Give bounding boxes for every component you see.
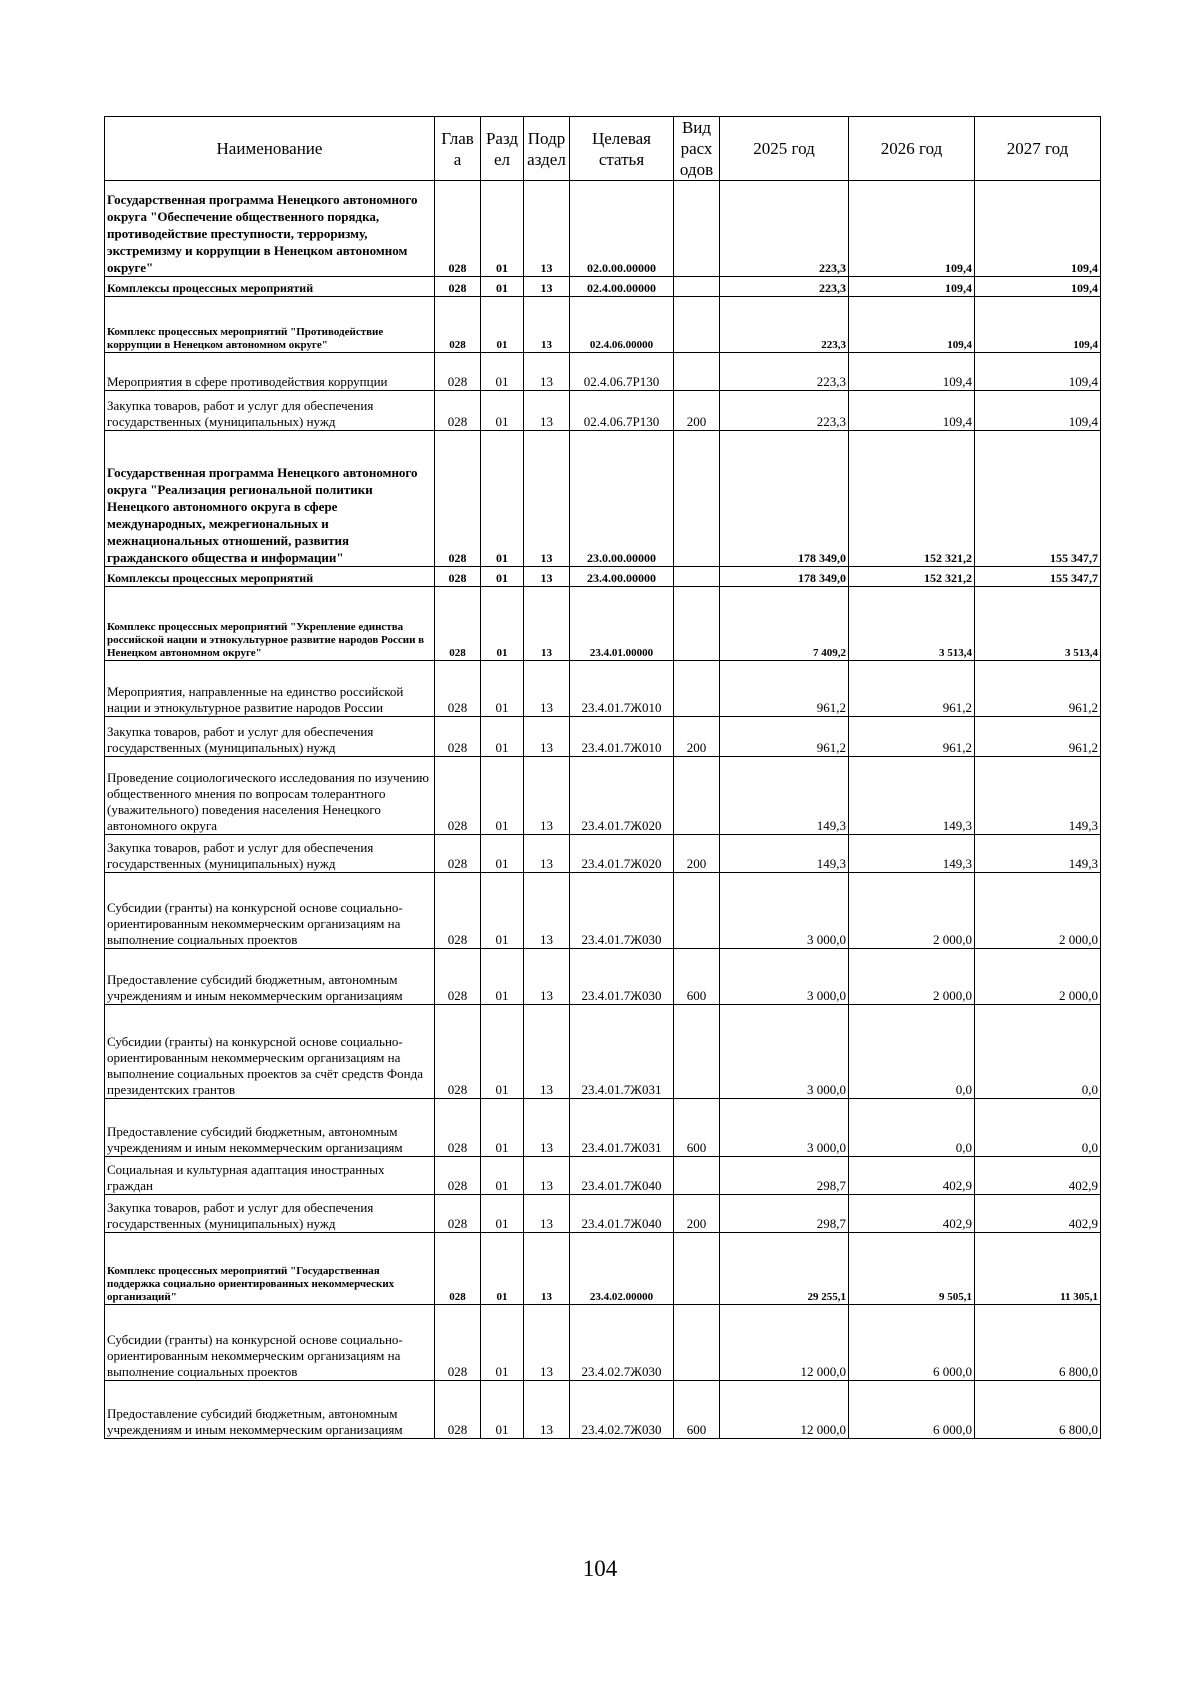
row-vid bbox=[674, 181, 720, 277]
table-row bbox=[105, 717, 1101, 757]
row-2025: 223,3 bbox=[720, 181, 849, 277]
row-name: Государственная программа Ненецкого автономного округа "Обеспечение общественного порядка, противодействие преступности, терроризму, экстремизму и коррупции в Ненецком автономном округе" bbox=[105, 181, 435, 277]
row-name: Предоставление субсидий бюджетным, автономным учреждениям и иным некоммерческим организациям bbox=[105, 1099, 435, 1157]
row-tselevaya: 02.4.00.00000 bbox=[570, 277, 674, 297]
row-vid bbox=[674, 1305, 720, 1381]
row-razdel: 01 bbox=[481, 717, 524, 757]
table-body bbox=[105, 181, 1101, 1439]
row-name: Комплекс процессных мероприятий "Государственная поддержка социально ориентированных некоммерческих организаций" bbox=[105, 1233, 435, 1305]
row-name: Мероприятия в сфере противодействия коррупции bbox=[105, 353, 435, 391]
row-2026: 109,4 bbox=[849, 353, 975, 391]
row-2027: 0,0 bbox=[975, 1005, 1101, 1099]
row-tselevaya: 23.4.02.00000 bbox=[570, 1233, 674, 1305]
row-tselevaya: 23.4.01.00000 bbox=[570, 587, 674, 661]
table-row bbox=[105, 1233, 1101, 1305]
row-razdel: 01 bbox=[481, 1233, 524, 1305]
row-vid bbox=[674, 873, 720, 949]
row-vid: 200 bbox=[674, 717, 720, 757]
row-vid bbox=[674, 1157, 720, 1195]
row-2026: 152 321,2 bbox=[849, 567, 975, 587]
row-razdel: 01 bbox=[481, 835, 524, 873]
row-name: Закупка товаров, работ и услуг для обеспечения государственных (муниципальных) нужд bbox=[105, 717, 435, 757]
header-2025: 2025 год bbox=[720, 117, 849, 181]
table-row bbox=[105, 277, 1101, 297]
row-2027: 2 000,0 bbox=[975, 873, 1101, 949]
row-2026: 6 000,0 bbox=[849, 1305, 975, 1381]
table-row bbox=[105, 1099, 1101, 1157]
row-name: Субсидии (гранты) на конкурсной основе социально-ориентированным некоммерческим организациям на выполнение социальных проектов bbox=[105, 1305, 435, 1381]
row-glava: 028 bbox=[435, 277, 481, 297]
row-tselevaya: 23.4.01.7Ж030 bbox=[570, 873, 674, 949]
row-2027: 149,3 bbox=[975, 835, 1101, 873]
row-podrazdel: 13 bbox=[524, 949, 570, 1005]
row-podrazdel: 13 bbox=[524, 567, 570, 587]
header-tselevaya: Целевая статья bbox=[570, 117, 674, 181]
header-2027: 2027 год bbox=[975, 117, 1101, 181]
table-row bbox=[105, 181, 1101, 277]
row-razdel: 01 bbox=[481, 1195, 524, 1233]
budget-sheet bbox=[104, 116, 1101, 1439]
row-podrazdel: 13 bbox=[524, 297, 570, 353]
row-2027: 109,4 bbox=[975, 277, 1101, 297]
row-razdel: 01 bbox=[481, 181, 524, 277]
row-2025: 12 000,0 bbox=[720, 1305, 849, 1381]
row-glava: 028 bbox=[435, 757, 481, 835]
budget-table bbox=[104, 116, 1101, 1439]
row-2025: 178 349,0 bbox=[720, 431, 849, 567]
row-razdel: 01 bbox=[481, 567, 524, 587]
row-glava: 028 bbox=[435, 717, 481, 757]
row-tselevaya: 23.4.02.7Ж030 bbox=[570, 1381, 674, 1439]
row-2025: 3 000,0 bbox=[720, 1099, 849, 1157]
row-podrazdel: 13 bbox=[524, 1005, 570, 1099]
row-name: Комплекс процессных мероприятий "Противодействие коррупции в Ненецком автономном округе" bbox=[105, 297, 435, 353]
row-2025: 12 000,0 bbox=[720, 1381, 849, 1439]
table-row bbox=[105, 835, 1101, 873]
row-2025: 149,3 bbox=[720, 835, 849, 873]
row-name: Закупка товаров, работ и услуг для обеспечения государственных (муниципальных) нужд bbox=[105, 835, 435, 873]
row-2027: 2 000,0 bbox=[975, 949, 1101, 1005]
row-2025: 223,3 bbox=[720, 353, 849, 391]
row-2027: 0,0 bbox=[975, 1099, 1101, 1157]
row-razdel: 01 bbox=[481, 587, 524, 661]
row-podrazdel: 13 bbox=[524, 873, 570, 949]
row-vid: 200 bbox=[674, 835, 720, 873]
row-2027: 3 513,4 bbox=[975, 587, 1101, 661]
row-vid bbox=[674, 1233, 720, 1305]
row-2025: 7 409,2 bbox=[720, 587, 849, 661]
row-razdel: 01 bbox=[481, 949, 524, 1005]
row-podrazdel: 13 bbox=[524, 181, 570, 277]
row-tselevaya: 23.4.01.7Ж040 bbox=[570, 1195, 674, 1233]
row-2027: 109,4 bbox=[975, 297, 1101, 353]
row-tselevaya: 02.4.06.7Р130 bbox=[570, 391, 674, 431]
row-razdel: 01 bbox=[481, 1381, 524, 1439]
row-glava: 028 bbox=[435, 835, 481, 873]
header-row bbox=[105, 117, 1101, 181]
row-razdel: 01 bbox=[481, 1157, 524, 1195]
table-row bbox=[105, 1157, 1101, 1195]
row-tselevaya: 23.4.01.7Ж010 bbox=[570, 661, 674, 717]
row-podrazdel: 13 bbox=[524, 1233, 570, 1305]
table-row bbox=[105, 1195, 1101, 1233]
row-2025: 178 349,0 bbox=[720, 567, 849, 587]
row-name: Мероприятия, направленные на единство российской нации и этнокультурное развитие народов России bbox=[105, 661, 435, 717]
row-razdel: 01 bbox=[481, 353, 524, 391]
row-tselevaya: 23.4.02.7Ж030 bbox=[570, 1305, 674, 1381]
row-name: Предоставление субсидий бюджетным, автономным учреждениям и иным некоммерческим организациям bbox=[105, 1381, 435, 1439]
row-glava: 028 bbox=[435, 1157, 481, 1195]
row-razdel: 01 bbox=[481, 873, 524, 949]
row-2026: 0,0 bbox=[849, 1005, 975, 1099]
row-glava: 028 bbox=[435, 873, 481, 949]
row-2026: 961,2 bbox=[849, 661, 975, 717]
row-razdel: 01 bbox=[481, 1099, 524, 1157]
row-2026: 402,9 bbox=[849, 1195, 975, 1233]
row-podrazdel: 13 bbox=[524, 353, 570, 391]
row-vid bbox=[674, 661, 720, 717]
row-2027: 961,2 bbox=[975, 717, 1101, 757]
row-glava: 028 bbox=[435, 181, 481, 277]
row-2026: 149,3 bbox=[849, 757, 975, 835]
row-podrazdel: 13 bbox=[524, 1099, 570, 1157]
row-2025: 223,3 bbox=[720, 391, 849, 431]
row-name: Комплекс процессных мероприятий "Укрепление единства российской нации и этнокультурное развитие народов России в Ненецком автономном округе" bbox=[105, 587, 435, 661]
row-name: Предоставление субсидий бюджетным, автономным учреждениям и иным некоммерческим организациям bbox=[105, 949, 435, 1005]
row-2026: 9 505,1 bbox=[849, 1233, 975, 1305]
row-2025: 298,7 bbox=[720, 1157, 849, 1195]
row-vid bbox=[674, 297, 720, 353]
table-row bbox=[105, 567, 1101, 587]
row-2025: 961,2 bbox=[720, 661, 849, 717]
row-2027: 961,2 bbox=[975, 661, 1101, 717]
row-2025: 223,3 bbox=[720, 277, 849, 297]
row-2027: 109,4 bbox=[975, 353, 1101, 391]
header-razdel: Разд ел bbox=[481, 117, 524, 181]
row-glava: 028 bbox=[435, 567, 481, 587]
row-podrazdel: 13 bbox=[524, 1305, 570, 1381]
table-row bbox=[105, 949, 1101, 1005]
row-2025: 3 000,0 bbox=[720, 1005, 849, 1099]
row-razdel: 01 bbox=[481, 757, 524, 835]
row-2026: 2 000,0 bbox=[849, 873, 975, 949]
header-podrazdel: Подр аздел bbox=[524, 117, 570, 181]
row-2027: 402,9 bbox=[975, 1195, 1101, 1233]
row-glava: 028 bbox=[435, 1233, 481, 1305]
row-name: Закупка товаров, работ и услуг для обеспечения государственных (муниципальных) нужд bbox=[105, 1195, 435, 1233]
header-2026: 2026 год bbox=[849, 117, 975, 181]
row-razdel: 01 bbox=[481, 1005, 524, 1099]
row-razdel: 01 bbox=[481, 431, 524, 567]
row-name: Проведение социологического исследования по изучению общественного мнения по вопросам толерантного (уважительного) поведения населения Ненецкого автономного округа bbox=[105, 757, 435, 835]
row-vid bbox=[674, 587, 720, 661]
row-vid: 600 bbox=[674, 1381, 720, 1439]
row-2026: 0,0 bbox=[849, 1099, 975, 1157]
row-razdel: 01 bbox=[481, 277, 524, 297]
row-2025: 223,3 bbox=[720, 297, 849, 353]
row-2026: 109,4 bbox=[849, 391, 975, 431]
row-vid: 600 bbox=[674, 1099, 720, 1157]
row-tselevaya: 23.4.01.7Ж040 bbox=[570, 1157, 674, 1195]
row-2027: 155 347,7 bbox=[975, 567, 1101, 587]
row-2025: 149,3 bbox=[720, 757, 849, 835]
row-podrazdel: 13 bbox=[524, 661, 570, 717]
row-tselevaya: 23.4.01.7Ж010 bbox=[570, 717, 674, 757]
row-podrazdel: 13 bbox=[524, 277, 570, 297]
row-glava: 028 bbox=[435, 661, 481, 717]
row-tselevaya: 23.4.01.7Ж020 bbox=[570, 757, 674, 835]
row-tselevaya: 02.0.00.00000 bbox=[570, 181, 674, 277]
row-glava: 028 bbox=[435, 1381, 481, 1439]
row-podrazdel: 13 bbox=[524, 717, 570, 757]
row-tselevaya: 23.0.00.00000 bbox=[570, 431, 674, 567]
row-tselevaya: 23.4.01.7Ж030 bbox=[570, 949, 674, 1005]
row-2025: 3 000,0 bbox=[720, 949, 849, 1005]
row-tselevaya: 02.4.06.00000 bbox=[570, 297, 674, 353]
row-name: Комплексы процессных мероприятий bbox=[105, 277, 435, 297]
table-row bbox=[105, 297, 1101, 353]
header-vid: Вид расх одов bbox=[674, 117, 720, 181]
table-row bbox=[105, 587, 1101, 661]
row-glava: 028 bbox=[435, 353, 481, 391]
table-row bbox=[105, 353, 1101, 391]
row-2026: 961,2 bbox=[849, 717, 975, 757]
row-razdel: 01 bbox=[481, 391, 524, 431]
row-tselevaya: 23.4.00.00000 bbox=[570, 567, 674, 587]
row-2026: 152 321,2 bbox=[849, 431, 975, 567]
row-2025: 3 000,0 bbox=[720, 873, 849, 949]
row-tselevaya: 23.4.01.7Ж031 bbox=[570, 1099, 674, 1157]
row-vid bbox=[674, 567, 720, 587]
table-row bbox=[105, 1381, 1101, 1439]
row-2026: 6 000,0 bbox=[849, 1381, 975, 1439]
row-name: Комплексы процессных мероприятий bbox=[105, 567, 435, 587]
row-podrazdel: 13 bbox=[524, 757, 570, 835]
table-row bbox=[105, 1305, 1101, 1381]
row-2026: 109,4 bbox=[849, 181, 975, 277]
row-glava: 028 bbox=[435, 587, 481, 661]
row-2027: 402,9 bbox=[975, 1157, 1101, 1195]
header-name: Наименование bbox=[105, 117, 435, 181]
row-glava: 028 bbox=[435, 1305, 481, 1381]
row-podrazdel: 13 bbox=[524, 1381, 570, 1439]
table-row bbox=[105, 1005, 1101, 1099]
table-row bbox=[105, 661, 1101, 717]
row-tselevaya: 02.4.06.7Р130 bbox=[570, 353, 674, 391]
row-razdel: 01 bbox=[481, 297, 524, 353]
row-2025: 298,7 bbox=[720, 1195, 849, 1233]
row-razdel: 01 bbox=[481, 661, 524, 717]
row-glava: 028 bbox=[435, 1099, 481, 1157]
row-2025: 961,2 bbox=[720, 717, 849, 757]
row-vid: 200 bbox=[674, 1195, 720, 1233]
table-row bbox=[105, 391, 1101, 431]
row-podrazdel: 13 bbox=[524, 587, 570, 661]
row-vid: 600 bbox=[674, 949, 720, 1005]
header-glava: Глав а bbox=[435, 117, 481, 181]
row-2027: 6 800,0 bbox=[975, 1381, 1101, 1439]
row-podrazdel: 13 bbox=[524, 835, 570, 873]
row-tselevaya: 23.4.01.7Ж031 bbox=[570, 1005, 674, 1099]
row-2026: 109,4 bbox=[849, 277, 975, 297]
row-podrazdel: 13 bbox=[524, 431, 570, 567]
row-2027: 109,4 bbox=[975, 181, 1101, 277]
row-2025: 29 255,1 bbox=[720, 1233, 849, 1305]
row-2027: 149,3 bbox=[975, 757, 1101, 835]
row-vid bbox=[674, 277, 720, 297]
row-name: Субсидии (гранты) на конкурсной основе социально-ориентированным некоммерческим организациям на выполнение социальных проектов за счёт средств Фонда президентских грантов bbox=[105, 1005, 435, 1099]
row-vid: 200 bbox=[674, 391, 720, 431]
row-glava: 028 bbox=[435, 949, 481, 1005]
row-podrazdel: 13 bbox=[524, 1157, 570, 1195]
table-row bbox=[105, 431, 1101, 567]
row-2027: 155 347,7 bbox=[975, 431, 1101, 567]
table-row bbox=[105, 757, 1101, 835]
row-2026: 149,3 bbox=[849, 835, 975, 873]
row-name: Социальная и культурная адаптация иностранных граждан bbox=[105, 1157, 435, 1195]
row-2027: 11 305,1 bbox=[975, 1233, 1101, 1305]
row-name: Субсидии (гранты) на конкурсной основе социально-ориентированным некоммерческим организациям на выполнение социальных проектов bbox=[105, 873, 435, 949]
row-2026: 2 000,0 bbox=[849, 949, 975, 1005]
row-glava: 028 bbox=[435, 297, 481, 353]
row-podrazdel: 13 bbox=[524, 391, 570, 431]
row-glava: 028 bbox=[435, 1005, 481, 1099]
row-name: Государственная программа Ненецкого автономного округа "Реализация региональной политики Ненецкого автономного округа в сфере международных, межрегиональных и межнациональных отношений, развития гражданского общества и информации" bbox=[105, 431, 435, 567]
row-vid bbox=[674, 431, 720, 567]
row-glava: 028 bbox=[435, 431, 481, 567]
row-podrazdel: 13 bbox=[524, 1195, 570, 1233]
row-razdel: 01 bbox=[481, 1305, 524, 1381]
row-vid bbox=[674, 757, 720, 835]
row-name: Закупка товаров, работ и услуг для обеспечения государственных (муниципальных) нужд bbox=[105, 391, 435, 431]
row-vid bbox=[674, 1005, 720, 1099]
row-2027: 6 800,0 bbox=[975, 1305, 1101, 1381]
row-tselevaya: 23.4.01.7Ж020 bbox=[570, 835, 674, 873]
row-vid bbox=[674, 353, 720, 391]
row-glava: 028 bbox=[435, 1195, 481, 1233]
page-number: 104 bbox=[582, 1556, 618, 1581]
row-2026: 3 513,4 bbox=[849, 587, 975, 661]
table-row bbox=[105, 873, 1101, 949]
row-2027: 109,4 bbox=[975, 391, 1101, 431]
row-glava: 028 bbox=[435, 391, 481, 431]
row-2026: 402,9 bbox=[849, 1157, 975, 1195]
row-2026: 109,4 bbox=[849, 297, 975, 353]
